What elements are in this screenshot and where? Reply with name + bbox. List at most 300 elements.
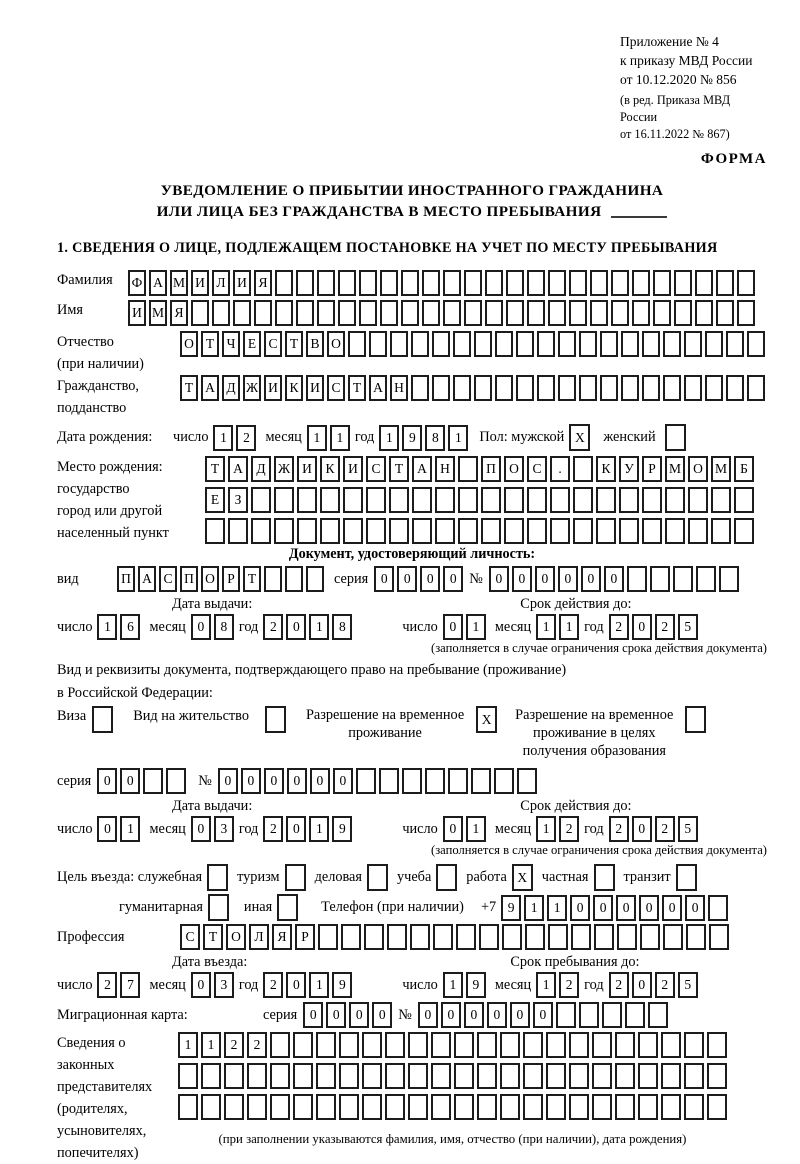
form-cell[interactable] [619, 518, 639, 544]
form-cell[interactable] [707, 1032, 727, 1058]
form-cell[interactable] [611, 300, 629, 326]
form-cell[interactable] [621, 331, 639, 357]
form-cell[interactable] [285, 566, 303, 592]
form-cell[interactable] [592, 1032, 612, 1058]
form-cell[interactable]: Ч [222, 331, 240, 357]
form-cell[interactable]: М [170, 270, 188, 296]
form-cell[interactable] [233, 300, 251, 326]
form-cell[interactable] [495, 375, 513, 401]
form-cell[interactable] [665, 518, 685, 544]
form-cell[interactable] [642, 375, 660, 401]
form-cell[interactable] [640, 924, 660, 950]
form-cell[interactable] [338, 270, 356, 296]
form-cell[interactable]: 2 [609, 972, 629, 998]
form-cell[interactable]: 9 [332, 816, 352, 842]
form-cell[interactable] [464, 270, 482, 296]
form-cell[interactable] [579, 1002, 599, 1028]
form-cell[interactable] [653, 300, 671, 326]
form-cell[interactable] [264, 566, 282, 592]
form-cell[interactable]: К [320, 456, 340, 482]
form-cell[interactable]: 0 [464, 1002, 484, 1028]
form-cell[interactable]: П [117, 566, 135, 592]
form-cell[interactable] [316, 1094, 336, 1120]
form-cell[interactable] [548, 924, 568, 950]
form-cell[interactable]: 0 [581, 566, 601, 592]
form-cell[interactable]: 0 [264, 768, 284, 794]
form-cell[interactable] [558, 331, 576, 357]
form-cell[interactable] [711, 518, 731, 544]
form-cell[interactable] [341, 924, 361, 950]
form-cell[interactable] [558, 375, 576, 401]
form-cell[interactable] [477, 1032, 497, 1058]
form-cell[interactable]: 9 [332, 972, 352, 998]
form-cell[interactable] [648, 1002, 668, 1028]
form-cell[interactable]: 7 [120, 972, 140, 998]
form-cell[interactable] [366, 518, 386, 544]
form-cell[interactable] [454, 1094, 474, 1120]
form-cell[interactable] [726, 331, 744, 357]
form-cell[interactable]: 1 [536, 614, 556, 640]
form-cell[interactable] [684, 331, 702, 357]
form-cell[interactable]: Я [254, 270, 272, 296]
form-cell[interactable] [481, 518, 501, 544]
form-cell[interactable]: 0 [662, 895, 682, 921]
form-cell[interactable] [615, 1094, 635, 1120]
form-cell[interactable] [734, 487, 754, 513]
form-cell[interactable]: Л [249, 924, 269, 950]
form-cell[interactable] [274, 487, 294, 513]
form-cell[interactable] [573, 518, 593, 544]
form-cell[interactable]: 3 [214, 816, 234, 842]
form-cell[interactable] [317, 300, 335, 326]
form-cell[interactable] [296, 270, 314, 296]
form-cell[interactable] [642, 518, 662, 544]
form-cell[interactable]: Р [295, 924, 315, 950]
form-cell[interactable] [537, 331, 555, 357]
form-cell[interactable]: 8 [214, 614, 234, 640]
form-cell[interactable]: Ф [128, 270, 146, 296]
form-cell[interactable]: Т [243, 566, 261, 592]
form-cell[interactable] [688, 487, 708, 513]
form-cell[interactable] [410, 924, 430, 950]
form-cell[interactable]: О [688, 456, 708, 482]
form-cell[interactable] [296, 300, 314, 326]
form-cell[interactable]: 1 [201, 1032, 221, 1058]
form-cell[interactable] [571, 924, 591, 950]
form-cell[interactable] [663, 375, 681, 401]
form-cell[interactable] [306, 566, 324, 592]
form-cell[interactable]: И [128, 300, 146, 326]
form-cell[interactable]: 0 [310, 768, 330, 794]
form-cell[interactable]: 0 [333, 768, 353, 794]
form-cell[interactable] [458, 487, 478, 513]
form-cell[interactable] [320, 518, 340, 544]
form-cell[interactable] [458, 518, 478, 544]
form-cell[interactable]: X [476, 706, 497, 733]
form-cell[interactable]: 0 [286, 972, 306, 998]
form-cell[interactable]: 0 [632, 816, 652, 842]
form-cell[interactable]: 2 [263, 614, 283, 640]
form-cell[interactable]: 1 [379, 425, 399, 451]
form-cell[interactable] [436, 864, 457, 891]
form-cell[interactable] [523, 1063, 543, 1089]
form-cell[interactable]: А [149, 270, 167, 296]
form-cell[interactable] [422, 300, 440, 326]
form-cell[interactable] [270, 1063, 290, 1089]
form-cell[interactable]: А [138, 566, 156, 592]
form-cell[interactable] [479, 924, 499, 950]
form-cell[interactable]: Т [285, 331, 303, 357]
form-cell[interactable] [270, 1032, 290, 1058]
form-cell[interactable] [380, 270, 398, 296]
form-cell[interactable] [500, 1063, 520, 1089]
form-cell[interactable]: 0 [374, 566, 394, 592]
form-cell[interactable]: В [306, 331, 324, 357]
form-cell[interactable] [619, 487, 639, 513]
form-cell[interactable]: Л [212, 270, 230, 296]
form-cell[interactable] [688, 518, 708, 544]
form-cell[interactable]: 2 [655, 614, 675, 640]
form-cell[interactable] [685, 706, 706, 733]
form-cell[interactable]: 0 [487, 1002, 507, 1028]
form-cell[interactable] [343, 487, 363, 513]
form-cell[interactable]: 0 [287, 768, 307, 794]
form-cell[interactable]: 9 [466, 972, 486, 998]
form-cell[interactable]: 5 [678, 816, 698, 842]
form-cell[interactable] [435, 518, 455, 544]
form-cell[interactable] [546, 1094, 566, 1120]
form-cell[interactable] [627, 566, 647, 592]
form-cell[interactable] [625, 1002, 645, 1028]
form-cell[interactable]: 2 [655, 816, 675, 842]
form-cell[interactable] [611, 270, 629, 296]
form-cell[interactable]: 1 [213, 425, 233, 451]
form-cell[interactable] [537, 375, 555, 401]
form-cell[interactable] [661, 1094, 681, 1120]
form-cell[interactable]: 1 [443, 972, 463, 998]
form-cell[interactable] [389, 487, 409, 513]
form-cell[interactable] [716, 300, 734, 326]
form-cell[interactable]: 2 [247, 1032, 267, 1058]
form-cell[interactable] [734, 518, 754, 544]
form-cell[interactable]: Р [642, 456, 662, 482]
form-cell[interactable] [661, 1063, 681, 1089]
form-cell[interactable]: 6 [120, 614, 140, 640]
form-cell[interactable] [638, 1032, 658, 1058]
form-cell[interactable] [485, 270, 503, 296]
form-cell[interactable] [495, 331, 513, 357]
form-cell[interactable] [506, 300, 524, 326]
form-cell[interactable] [178, 1063, 198, 1089]
form-cell[interactable] [456, 924, 476, 950]
form-cell[interactable] [711, 487, 731, 513]
form-cell[interactable] [432, 375, 450, 401]
form-cell[interactable]: 0 [632, 972, 652, 998]
form-cell[interactable] [366, 487, 386, 513]
form-cell[interactable]: Р [222, 566, 240, 592]
form-cell[interactable] [705, 375, 723, 401]
form-cell[interactable]: 0 [443, 614, 463, 640]
form-cell[interactable]: 9 [402, 425, 422, 451]
form-cell[interactable]: К [285, 375, 303, 401]
form-cell[interactable] [356, 768, 376, 794]
form-cell[interactable] [390, 331, 408, 357]
form-cell[interactable] [208, 894, 229, 921]
form-cell[interactable] [673, 566, 693, 592]
form-cell[interactable] [412, 487, 432, 513]
form-cell[interactable] [247, 1094, 267, 1120]
form-cell[interactable] [464, 300, 482, 326]
form-cell[interactable]: К [596, 456, 616, 482]
form-cell[interactable]: 9 [501, 895, 521, 921]
form-cell[interactable]: 0 [489, 566, 509, 592]
form-cell[interactable] [166, 768, 186, 794]
form-cell[interactable] [191, 300, 209, 326]
form-cell[interactable] [523, 1094, 543, 1120]
form-cell[interactable]: А [201, 375, 219, 401]
form-cell[interactable] [339, 1032, 359, 1058]
form-cell[interactable] [453, 331, 471, 357]
form-cell[interactable] [408, 1032, 428, 1058]
form-cell[interactable] [665, 424, 686, 451]
form-cell[interactable]: О [226, 924, 246, 950]
form-cell[interactable]: И [191, 270, 209, 296]
form-cell[interactable] [573, 456, 593, 482]
form-cell[interactable]: У [619, 456, 639, 482]
form-cell[interactable] [705, 331, 723, 357]
form-cell[interactable]: 2 [609, 614, 629, 640]
form-cell[interactable]: 0 [97, 816, 117, 842]
form-cell[interactable]: Ж [274, 456, 294, 482]
form-cell[interactable] [385, 1063, 405, 1089]
form-cell[interactable] [408, 1094, 428, 1120]
form-cell[interactable] [546, 1032, 566, 1058]
form-cell[interactable] [369, 331, 387, 357]
form-cell[interactable] [502, 924, 522, 950]
form-cell[interactable]: С [159, 566, 177, 592]
form-cell[interactable]: Е [205, 487, 225, 513]
form-cell[interactable]: И [343, 456, 363, 482]
form-cell[interactable] [708, 895, 728, 921]
form-cell[interactable] [316, 1063, 336, 1089]
form-cell[interactable]: 0 [191, 816, 211, 842]
form-cell[interactable]: И [264, 375, 282, 401]
form-cell[interactable] [592, 1094, 612, 1120]
form-cell[interactable]: 2 [655, 972, 675, 998]
form-cell[interactable]: Д [251, 456, 271, 482]
form-cell[interactable]: М [149, 300, 167, 326]
form-cell[interactable] [516, 375, 534, 401]
form-cell[interactable] [402, 768, 422, 794]
form-cell[interactable] [615, 1063, 635, 1089]
form-cell[interactable] [224, 1094, 244, 1120]
form-cell[interactable] [517, 768, 537, 794]
form-cell[interactable] [596, 518, 616, 544]
form-cell[interactable] [318, 924, 338, 950]
form-cell[interactable]: 5 [678, 972, 698, 998]
form-cell[interactable] [474, 375, 492, 401]
form-cell[interactable]: 0 [510, 1002, 530, 1028]
form-cell[interactable] [632, 270, 650, 296]
form-cell[interactable] [716, 270, 734, 296]
form-cell[interactable] [506, 270, 524, 296]
form-cell[interactable] [550, 487, 570, 513]
form-cell[interactable]: 0 [120, 768, 140, 794]
form-cell[interactable] [527, 487, 547, 513]
form-cell[interactable] [602, 1002, 622, 1028]
form-cell[interactable] [477, 1094, 497, 1120]
form-cell[interactable]: А [412, 456, 432, 482]
form-cell[interactable]: 8 [425, 425, 445, 451]
form-cell[interactable] [684, 1032, 704, 1058]
form-cell[interactable]: Т [205, 456, 225, 482]
form-cell[interactable]: 0 [512, 566, 532, 592]
form-cell[interactable] [594, 924, 614, 950]
form-cell[interactable] [433, 924, 453, 950]
form-cell[interactable]: 1 [309, 816, 329, 842]
form-cell[interactable] [432, 331, 450, 357]
form-cell[interactable] [684, 1094, 704, 1120]
form-cell[interactable]: 0 [533, 1002, 553, 1028]
form-cell[interactable]: 0 [604, 566, 624, 592]
form-cell[interactable] [277, 894, 298, 921]
form-cell[interactable]: Д [222, 375, 240, 401]
form-cell[interactable] [359, 270, 377, 296]
form-cell[interactable] [719, 566, 739, 592]
form-cell[interactable]: Т [201, 331, 219, 357]
form-cell[interactable] [435, 487, 455, 513]
form-cell[interactable] [504, 518, 524, 544]
form-cell[interactable] [525, 924, 545, 950]
form-cell[interactable]: С [366, 456, 386, 482]
form-cell[interactable]: 0 [441, 1002, 461, 1028]
form-cell[interactable] [359, 300, 377, 326]
form-cell[interactable] [293, 1032, 313, 1058]
form-cell[interactable] [632, 300, 650, 326]
form-cell[interactable]: 2 [559, 816, 579, 842]
form-cell[interactable]: 3 [214, 972, 234, 998]
form-cell[interactable]: 2 [263, 816, 283, 842]
form-cell[interactable] [600, 375, 618, 401]
form-cell[interactable] [431, 1032, 451, 1058]
form-cell[interactable]: 0 [286, 816, 306, 842]
form-cell[interactable]: 2 [97, 972, 117, 998]
form-cell[interactable] [695, 300, 713, 326]
form-cell[interactable] [320, 487, 340, 513]
form-cell[interactable]: С [527, 456, 547, 482]
form-cell[interactable]: О [180, 331, 198, 357]
form-cell[interactable] [297, 518, 317, 544]
form-cell[interactable]: 0 [241, 768, 261, 794]
form-cell[interactable] [316, 1032, 336, 1058]
form-cell[interactable]: 0 [570, 895, 590, 921]
form-cell[interactable] [339, 1063, 359, 1089]
form-cell[interactable]: 1 [309, 614, 329, 640]
form-cell[interactable] [178, 1094, 198, 1120]
form-cell[interactable]: 1 [97, 614, 117, 640]
form-cell[interactable] [709, 924, 729, 950]
form-cell[interactable] [265, 706, 286, 733]
form-cell[interactable]: 0 [191, 614, 211, 640]
form-cell[interactable] [674, 300, 692, 326]
form-cell[interactable] [481, 487, 501, 513]
form-cell[interactable]: Ж [243, 375, 261, 401]
form-cell[interactable]: Н [435, 456, 455, 482]
form-cell[interactable] [477, 1063, 497, 1089]
form-cell[interactable]: 1 [448, 425, 468, 451]
form-cell[interactable] [590, 300, 608, 326]
form-cell[interactable] [573, 487, 593, 513]
form-cell[interactable] [617, 924, 637, 950]
form-cell[interactable]: Т [389, 456, 409, 482]
form-cell[interactable]: 1 [307, 425, 327, 451]
form-cell[interactable]: 0 [616, 895, 636, 921]
form-cell[interactable]: 5 [678, 614, 698, 640]
form-cell[interactable]: 0 [397, 566, 417, 592]
form-cell[interactable] [317, 270, 335, 296]
form-cell[interactable]: А [228, 456, 248, 482]
form-cell[interactable]: 0 [303, 1002, 323, 1028]
form-cell[interactable] [443, 300, 461, 326]
form-cell[interactable]: 1 [330, 425, 350, 451]
form-cell[interactable]: 0 [558, 566, 578, 592]
form-cell[interactable] [422, 270, 440, 296]
form-cell[interactable] [638, 1094, 658, 1120]
form-cell[interactable] [737, 300, 755, 326]
form-cell[interactable] [474, 331, 492, 357]
form-cell[interactable] [411, 331, 429, 357]
form-cell[interactable] [401, 270, 419, 296]
form-cell[interactable] [527, 518, 547, 544]
form-cell[interactable] [642, 487, 662, 513]
form-cell[interactable] [600, 331, 618, 357]
form-cell[interactable] [385, 1032, 405, 1058]
form-cell[interactable] [385, 1094, 405, 1120]
form-cell[interactable] [293, 1063, 313, 1089]
form-cell[interactable] [663, 924, 683, 950]
form-cell[interactable]: 1 [309, 972, 329, 998]
form-cell[interactable] [367, 864, 388, 891]
form-cell[interactable] [212, 300, 230, 326]
form-cell[interactable] [387, 924, 407, 950]
form-cell[interactable]: 0 [418, 1002, 438, 1028]
form-cell[interactable] [684, 375, 702, 401]
form-cell[interactable] [364, 924, 384, 950]
form-cell[interactable]: Т [180, 375, 198, 401]
form-cell[interactable] [485, 300, 503, 326]
form-cell[interactable] [348, 331, 366, 357]
form-cell[interactable] [443, 270, 461, 296]
form-cell[interactable]: С [264, 331, 282, 357]
form-cell[interactable] [523, 1032, 543, 1058]
form-cell[interactable]: 1 [466, 614, 486, 640]
form-cell[interactable] [339, 1094, 359, 1120]
form-cell[interactable]: М [665, 456, 685, 482]
form-cell[interactable] [453, 375, 471, 401]
form-cell[interactable] [650, 566, 670, 592]
form-cell[interactable]: Я [170, 300, 188, 326]
form-cell[interactable] [653, 270, 671, 296]
form-cell[interactable]: 0 [372, 1002, 392, 1028]
form-cell[interactable] [747, 331, 765, 357]
form-cell[interactable] [247, 1063, 267, 1089]
form-cell[interactable] [411, 375, 429, 401]
form-cell[interactable] [448, 768, 468, 794]
form-cell[interactable]: 0 [593, 895, 613, 921]
form-cell[interactable]: 1 [120, 816, 140, 842]
form-cell[interactable] [500, 1032, 520, 1058]
form-cell[interactable]: И [297, 456, 317, 482]
